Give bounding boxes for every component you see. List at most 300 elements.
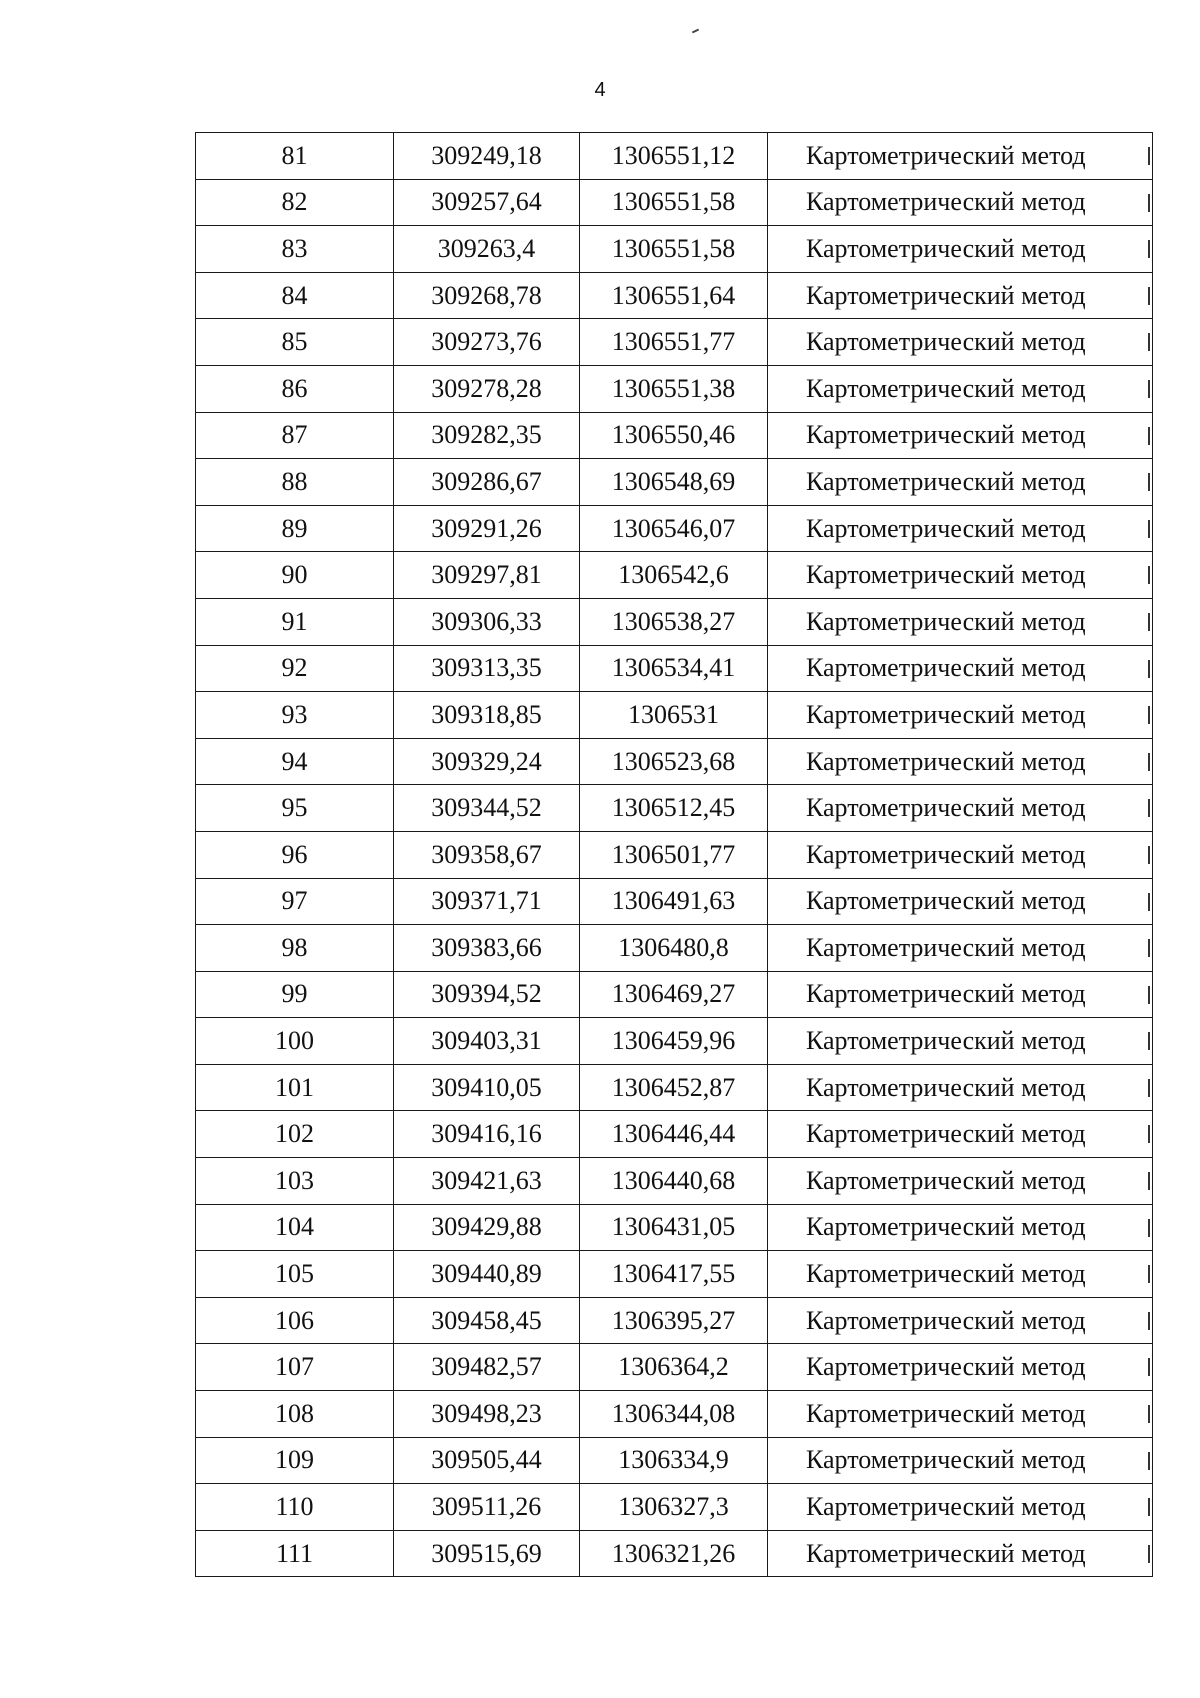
point-number-cell: [196, 1064, 394, 1111]
point-number-cell-text: 96: [281, 839, 308, 869]
x-coordinate-cell: [394, 598, 580, 645]
x-coordinate-cell: [394, 971, 580, 1018]
y-coordinate-cell: [580, 925, 768, 972]
x-coordinate-cell: [394, 645, 580, 692]
point-number-cell-text: 107: [275, 1352, 314, 1382]
y-coordinate-cell-text: 1306534,41: [611, 653, 736, 683]
table-row: [196, 412, 1153, 459]
point-number-cell: [196, 272, 394, 319]
x-coordinate-cell: [394, 319, 580, 366]
method-cell-text: Картометрический метод: [806, 560, 1086, 590]
x-coordinate-cell-text: 309291,26: [431, 513, 542, 543]
y-coordinate-cell-text: 1306469,27: [611, 979, 736, 1009]
method-cell-text: Картометрический метод: [806, 1445, 1086, 1475]
point-number-cell: [196, 878, 394, 925]
method-cell: [768, 878, 1153, 925]
point-number-cell: [196, 1251, 394, 1298]
table-row: [196, 598, 1153, 645]
y-coordinate-cell: [580, 1064, 768, 1111]
x-coordinate-cell: [394, 505, 580, 552]
method-cell: [768, 133, 1153, 180]
table-row: [196, 925, 1153, 972]
scan-edge-mark: [1148, 380, 1150, 398]
y-coordinate-cell: [580, 1018, 768, 1065]
scan-edge-mark: [1148, 566, 1150, 584]
x-coordinate-cell-text: 309458,45: [431, 1305, 542, 1335]
point-number-cell-text: 103: [275, 1165, 314, 1195]
x-coordinate-cell: [394, 1111, 580, 1158]
method-cell: [768, 925, 1153, 972]
point-number-cell-text: 87: [281, 420, 308, 450]
scan-edge-mark: [1148, 986, 1150, 1004]
scan-edge-mark: [1148, 1312, 1150, 1330]
point-number-cell-text: 108: [275, 1398, 314, 1428]
x-coordinate-cell-text: 309482,57: [431, 1352, 542, 1382]
point-number-cell-text: 89: [281, 513, 308, 543]
method-cell: [768, 365, 1153, 412]
table-row: [196, 552, 1153, 599]
method-cell-text: Картометрический метод: [806, 327, 1086, 357]
y-coordinate-cell: [580, 1391, 768, 1438]
y-coordinate-cell: [580, 831, 768, 878]
y-coordinate-cell: [580, 179, 768, 226]
table-row: [196, 1484, 1153, 1531]
point-number-cell: [196, 598, 394, 645]
scan-edge-mark: [1148, 1358, 1150, 1376]
y-coordinate-cell-text: 1306550,46: [611, 420, 736, 450]
scan-edge-mark: [1148, 939, 1150, 957]
x-coordinate-cell: [394, 1064, 580, 1111]
x-coordinate-cell-text: 309249,18: [431, 140, 542, 170]
coordinates-table: [195, 132, 1153, 1577]
y-coordinate-cell: [580, 1530, 768, 1577]
x-coordinate-cell-text: 309410,05: [431, 1072, 542, 1102]
table-row: [196, 272, 1153, 319]
point-number-cell-text: 91: [281, 606, 308, 636]
x-coordinate-cell: [394, 459, 580, 506]
y-coordinate-cell-text: 1306501,77: [611, 839, 736, 869]
method-cell: [768, 1344, 1153, 1391]
point-number-cell: [196, 505, 394, 552]
method-cell: [768, 1204, 1153, 1251]
method-cell: [768, 1064, 1153, 1111]
method-cell-text: Картометрический метод: [806, 140, 1086, 170]
point-number-cell: [196, 179, 394, 226]
table-row: [196, 319, 1153, 366]
point-number-cell: [196, 365, 394, 412]
point-number-cell-text: 102: [275, 1119, 314, 1149]
point-number-cell-text: 106: [275, 1305, 314, 1335]
scan-edge-mark: [1148, 1498, 1150, 1516]
x-coordinate-cell: [394, 738, 580, 785]
table-row: [196, 1158, 1153, 1205]
point-number-cell: [196, 645, 394, 692]
y-coordinate-cell-text: 1306459,96: [611, 1026, 736, 1056]
y-coordinate-cell: [580, 552, 768, 599]
table-row: [196, 1437, 1153, 1484]
table-row: [196, 1344, 1153, 1391]
y-coordinate-cell-text: 1306446,44: [611, 1119, 736, 1149]
x-coordinate-cell-text: 309318,85: [431, 699, 542, 729]
y-coordinate-cell: [580, 365, 768, 412]
point-number-cell: [196, 1204, 394, 1251]
method-cell: [768, 1018, 1153, 1065]
table-row: [196, 692, 1153, 739]
y-coordinate-cell-text: 1306327,3: [618, 1492, 729, 1522]
table-row: [196, 1297, 1153, 1344]
method-cell-text: Картометрический метод: [806, 839, 1086, 869]
scan-edge-mark: [1148, 799, 1150, 817]
y-coordinate-cell-text: 1306491,63: [611, 886, 736, 916]
scan-edge-mark: [1148, 660, 1150, 678]
y-coordinate-cell-text: 1306417,55: [611, 1259, 736, 1289]
scan-edge-mark: [1148, 846, 1150, 864]
scan-edge-mark: [1148, 753, 1150, 771]
point-number-cell: [196, 1158, 394, 1205]
method-cell-text: Картометрический метод: [806, 793, 1086, 823]
y-coordinate-cell-text: 1306551,58: [611, 187, 736, 217]
point-number-cell: [196, 459, 394, 506]
table-row: [196, 179, 1153, 226]
y-coordinate-cell: [580, 505, 768, 552]
scan-edge-mark: [1148, 706, 1150, 724]
method-cell-text: Картометрический метод: [806, 1026, 1086, 1056]
method-cell-text: Картометрический метод: [806, 653, 1086, 683]
table-row: [196, 1111, 1153, 1158]
x-coordinate-cell: [394, 133, 580, 180]
scan-edge-mark: [1148, 1032, 1150, 1050]
method-cell: [768, 179, 1153, 226]
point-number-cell-text: 95: [281, 793, 308, 823]
method-cell-text: Картометрический метод: [806, 979, 1086, 1009]
method-cell-text: Картометрический метод: [806, 699, 1086, 729]
method-cell-text: Картометрический метод: [806, 606, 1086, 636]
x-coordinate-cell-text: 309268,78: [431, 280, 542, 310]
point-number-cell: [196, 412, 394, 459]
scan-edge-mark: [1148, 893, 1150, 911]
method-cell: [768, 1391, 1153, 1438]
point-number-cell-text: 85: [281, 327, 308, 357]
x-coordinate-cell: [394, 1297, 580, 1344]
y-coordinate-cell-text: 1306344,08: [611, 1398, 736, 1428]
method-cell-text: Картометрический метод: [806, 513, 1086, 543]
method-cell: [768, 226, 1153, 273]
x-coordinate-cell-text: 309440,89: [431, 1259, 542, 1289]
point-number-cell: [196, 971, 394, 1018]
x-coordinate-cell-text: 309511,26: [431, 1492, 542, 1522]
x-coordinate-cell-text: 309282,35: [431, 420, 542, 450]
y-coordinate-cell: [580, 971, 768, 1018]
method-cell-text: Картометрический метод: [806, 1305, 1086, 1335]
method-cell-text: Картометрический метод: [806, 373, 1086, 403]
x-coordinate-cell: [394, 1484, 580, 1531]
method-cell: [768, 1111, 1153, 1158]
scan-edge-mark: [1148, 287, 1150, 305]
method-cell-text: Картометрический метод: [806, 280, 1086, 310]
method-cell-text: Картометрический метод: [806, 187, 1086, 217]
x-coordinate-cell: [394, 1251, 580, 1298]
method-cell-text: Картометрический метод: [806, 1538, 1086, 1568]
point-number-cell-text: 99: [281, 979, 308, 1009]
y-coordinate-cell: [580, 412, 768, 459]
y-coordinate-cell: [580, 1204, 768, 1251]
table-row: [196, 1391, 1153, 1438]
method-cell-text: Картометрический метод: [806, 746, 1086, 776]
point-number-cell-text: 93: [281, 699, 308, 729]
point-number-cell-text: 105: [275, 1259, 314, 1289]
table-row: [196, 1018, 1153, 1065]
method-cell: [768, 1297, 1153, 1344]
y-coordinate-cell-text: 1306542,6: [618, 560, 729, 590]
y-coordinate-cell: [580, 1297, 768, 1344]
y-coordinate-cell-text: 1306334,9: [618, 1445, 729, 1475]
x-coordinate-cell: [394, 1437, 580, 1484]
x-coordinate-cell-text: 309416,16: [431, 1119, 542, 1149]
y-coordinate-cell-text: 1306551,58: [611, 233, 736, 263]
point-number-cell-text: 97: [281, 886, 308, 916]
scan-edge-mark: [1148, 520, 1150, 538]
x-coordinate-cell-text: 309329,24: [431, 746, 542, 776]
method-cell-text: Картометрический метод: [806, 1119, 1086, 1149]
point-number-cell-text: 86: [281, 373, 308, 403]
coordinates-table-body: [196, 133, 1153, 1577]
y-coordinate-cell-text: 1306551,38: [611, 373, 736, 403]
y-coordinate-cell: [580, 1437, 768, 1484]
y-coordinate-cell-text: 1306548,69: [611, 466, 736, 496]
x-coordinate-cell-text: 309278,28: [431, 373, 542, 403]
y-coordinate-cell-text: 1306480,8: [618, 932, 729, 962]
point-number-cell-text: 88: [281, 466, 308, 496]
table-row: [196, 133, 1153, 180]
x-coordinate-cell-text: 309257,64: [431, 187, 542, 217]
y-coordinate-cell: [580, 1344, 768, 1391]
scan-edge-mark: [1148, 194, 1150, 212]
x-coordinate-cell-text: 309505,44: [431, 1445, 542, 1475]
x-coordinate-cell-text: 309403,31: [431, 1026, 542, 1056]
method-cell-text: Картометрический метод: [806, 1165, 1086, 1195]
method-cell: [768, 552, 1153, 599]
method-cell-text: Картометрический метод: [806, 932, 1086, 962]
x-coordinate-cell: [394, 1391, 580, 1438]
method-cell-text: Картометрический метод: [806, 233, 1086, 263]
y-coordinate-cell-text: 1306551,64: [611, 280, 736, 310]
x-coordinate-cell: [394, 785, 580, 832]
method-cell: [768, 831, 1153, 878]
point-number-cell: [196, 738, 394, 785]
method-cell: [768, 1251, 1153, 1298]
y-coordinate-cell: [580, 1111, 768, 1158]
x-coordinate-cell: [394, 878, 580, 925]
x-coordinate-cell-text: 309286,67: [431, 466, 542, 496]
scan-edge-mark: [1148, 427, 1150, 445]
method-cell-text: Картометрический метод: [806, 1072, 1086, 1102]
table-row: [196, 1204, 1153, 1251]
x-coordinate-cell: [394, 1344, 580, 1391]
table-row: [196, 645, 1153, 692]
y-coordinate-cell: [580, 738, 768, 785]
point-number-cell-text: 98: [281, 932, 308, 962]
y-coordinate-cell: [580, 272, 768, 319]
x-coordinate-cell: [394, 552, 580, 599]
point-number-cell-text: 92: [281, 653, 308, 683]
y-coordinate-cell: [580, 1158, 768, 1205]
y-coordinate-cell-text: 1306551,77: [611, 327, 736, 357]
y-coordinate-cell: [580, 692, 768, 739]
method-cell: [768, 738, 1153, 785]
point-number-cell: [196, 785, 394, 832]
point-number-cell-text: 84: [281, 280, 308, 310]
x-coordinate-cell-text: 309394,52: [431, 979, 542, 1009]
method-cell: [768, 785, 1153, 832]
scan-edge-mark: [1148, 613, 1150, 631]
y-coordinate-cell-text: 1306440,68: [611, 1165, 736, 1195]
scan-edge-mark: [1148, 1265, 1150, 1283]
scan-edge-mark: [1148, 1405, 1150, 1423]
scan-edge-mark: [1148, 473, 1150, 491]
x-coordinate-cell-text: 309383,66: [431, 932, 542, 962]
method-cell: [768, 505, 1153, 552]
y-coordinate-cell-text: 1306538,27: [611, 606, 736, 636]
table-row: [196, 1251, 1153, 1298]
point-number-cell: [196, 319, 394, 366]
method-cell-text: Картометрический метод: [806, 1212, 1086, 1242]
scan-edge-mark: [1148, 333, 1150, 351]
method-cell: [768, 692, 1153, 739]
table-row: [196, 738, 1153, 785]
method-cell-text: Картометрический метод: [806, 1352, 1086, 1382]
scan-speck: [692, 29, 699, 34]
table-row: [196, 1064, 1153, 1111]
y-coordinate-cell-text: 1306321,26: [611, 1538, 736, 1568]
scan-edge-mark: [1148, 1452, 1150, 1470]
point-number-cell: [196, 1391, 394, 1438]
method-cell: [768, 459, 1153, 506]
x-coordinate-cell-text: 309358,67: [431, 839, 542, 869]
y-coordinate-cell: [580, 785, 768, 832]
y-coordinate-cell: [580, 1251, 768, 1298]
table-row: [196, 505, 1153, 552]
point-number-cell: [196, 1530, 394, 1577]
x-coordinate-cell: [394, 831, 580, 878]
method-cell-text: Картометрический метод: [806, 1259, 1086, 1289]
y-coordinate-cell: [580, 878, 768, 925]
table-row: [196, 1530, 1153, 1577]
point-number-cell-text: 83: [281, 233, 308, 263]
point-number-cell-text: 100: [275, 1026, 314, 1056]
y-coordinate-cell-text: 1306531: [628, 699, 719, 729]
method-cell: [768, 319, 1153, 366]
x-coordinate-cell-text: 309273,76: [431, 327, 542, 357]
x-coordinate-cell: [394, 925, 580, 972]
page-number: 4: [594, 79, 606, 101]
y-coordinate-cell-text: 1306512,45: [611, 793, 736, 823]
method-cell: [768, 1158, 1153, 1205]
x-coordinate-cell-text: 309421,63: [431, 1165, 542, 1195]
point-number-cell: [196, 1297, 394, 1344]
method-cell-text: Картометрический метод: [806, 1398, 1086, 1428]
scan-edge-mark: [1148, 147, 1150, 165]
y-coordinate-cell: [580, 319, 768, 366]
x-coordinate-cell: [394, 179, 580, 226]
x-coordinate-cell: [394, 365, 580, 412]
point-number-cell-text: 109: [275, 1445, 314, 1475]
point-number-cell-text: 90: [281, 560, 308, 590]
point-number-cell-text: 81: [281, 140, 308, 170]
table-row: [196, 971, 1153, 1018]
method-cell-text: Картометрический метод: [806, 886, 1086, 916]
point-number-cell: [196, 1111, 394, 1158]
scan-edge-mark: [1148, 1079, 1150, 1097]
x-coordinate-cell: [394, 692, 580, 739]
point-number-cell: [196, 133, 394, 180]
y-coordinate-cell-text: 1306395,27: [611, 1305, 736, 1335]
table-row: [196, 459, 1153, 506]
x-coordinate-cell: [394, 226, 580, 273]
method-cell: [768, 272, 1153, 319]
x-coordinate-cell-text: 309297,81: [431, 560, 542, 590]
point-number-cell: [196, 226, 394, 273]
scan-edge-mark: [1148, 1545, 1150, 1563]
y-coordinate-cell-text: 1306523,68: [611, 746, 736, 776]
table-row: [196, 365, 1153, 412]
x-coordinate-cell: [394, 272, 580, 319]
x-coordinate-cell-text: 309371,71: [431, 886, 542, 916]
table-row: [196, 226, 1153, 273]
point-number-cell: [196, 692, 394, 739]
y-coordinate-cell: [580, 598, 768, 645]
y-coordinate-cell: [580, 1484, 768, 1531]
x-coordinate-cell: [394, 1530, 580, 1577]
point-number-cell-text: 94: [281, 746, 308, 776]
table-row: [196, 831, 1153, 878]
method-cell: [768, 971, 1153, 1018]
method-cell: [768, 1484, 1153, 1531]
method-cell: [768, 598, 1153, 645]
method-cell: [768, 1530, 1153, 1577]
point-number-cell-text: 104: [275, 1212, 314, 1242]
point-number-cell: [196, 831, 394, 878]
x-coordinate-cell-text: 309306,33: [431, 606, 542, 636]
y-coordinate-cell: [580, 645, 768, 692]
scan-edge-mark: [1148, 240, 1150, 258]
method-cell-text: Картометрический метод: [806, 420, 1086, 450]
method-cell-text: Картометрический метод: [806, 1492, 1086, 1522]
method-cell: [768, 1437, 1153, 1484]
y-coordinate-cell-text: 1306431,05: [611, 1212, 736, 1242]
point-number-cell: [196, 552, 394, 599]
y-coordinate-cell-text: 1306551,12: [611, 140, 736, 170]
x-coordinate-cell: [394, 1158, 580, 1205]
y-coordinate-cell-text: 1306546,07: [611, 513, 736, 543]
y-coordinate-cell: [580, 133, 768, 180]
point-number-cell-text: 101: [275, 1072, 314, 1102]
point-number-cell: [196, 1344, 394, 1391]
point-number-cell-text: 111: [275, 1538, 314, 1568]
point-number-cell: [196, 1437, 394, 1484]
point-number-cell-text: 82: [281, 187, 308, 217]
method-cell: [768, 412, 1153, 459]
y-coordinate-cell: [580, 459, 768, 506]
x-coordinate-cell-text: 309429,88: [431, 1212, 542, 1242]
x-coordinate-cell-text: 309263,4: [437, 233, 536, 263]
x-coordinate-cell-text: 309344,52: [431, 793, 542, 823]
scan-edge-mark: [1148, 1125, 1150, 1143]
table-row: [196, 785, 1153, 832]
point-number-cell: [196, 1484, 394, 1531]
method-cell-text: Картометрический метод: [806, 466, 1086, 496]
x-coordinate-cell: [394, 1204, 580, 1251]
y-coordinate-cell-text: 1306452,87: [611, 1072, 736, 1102]
